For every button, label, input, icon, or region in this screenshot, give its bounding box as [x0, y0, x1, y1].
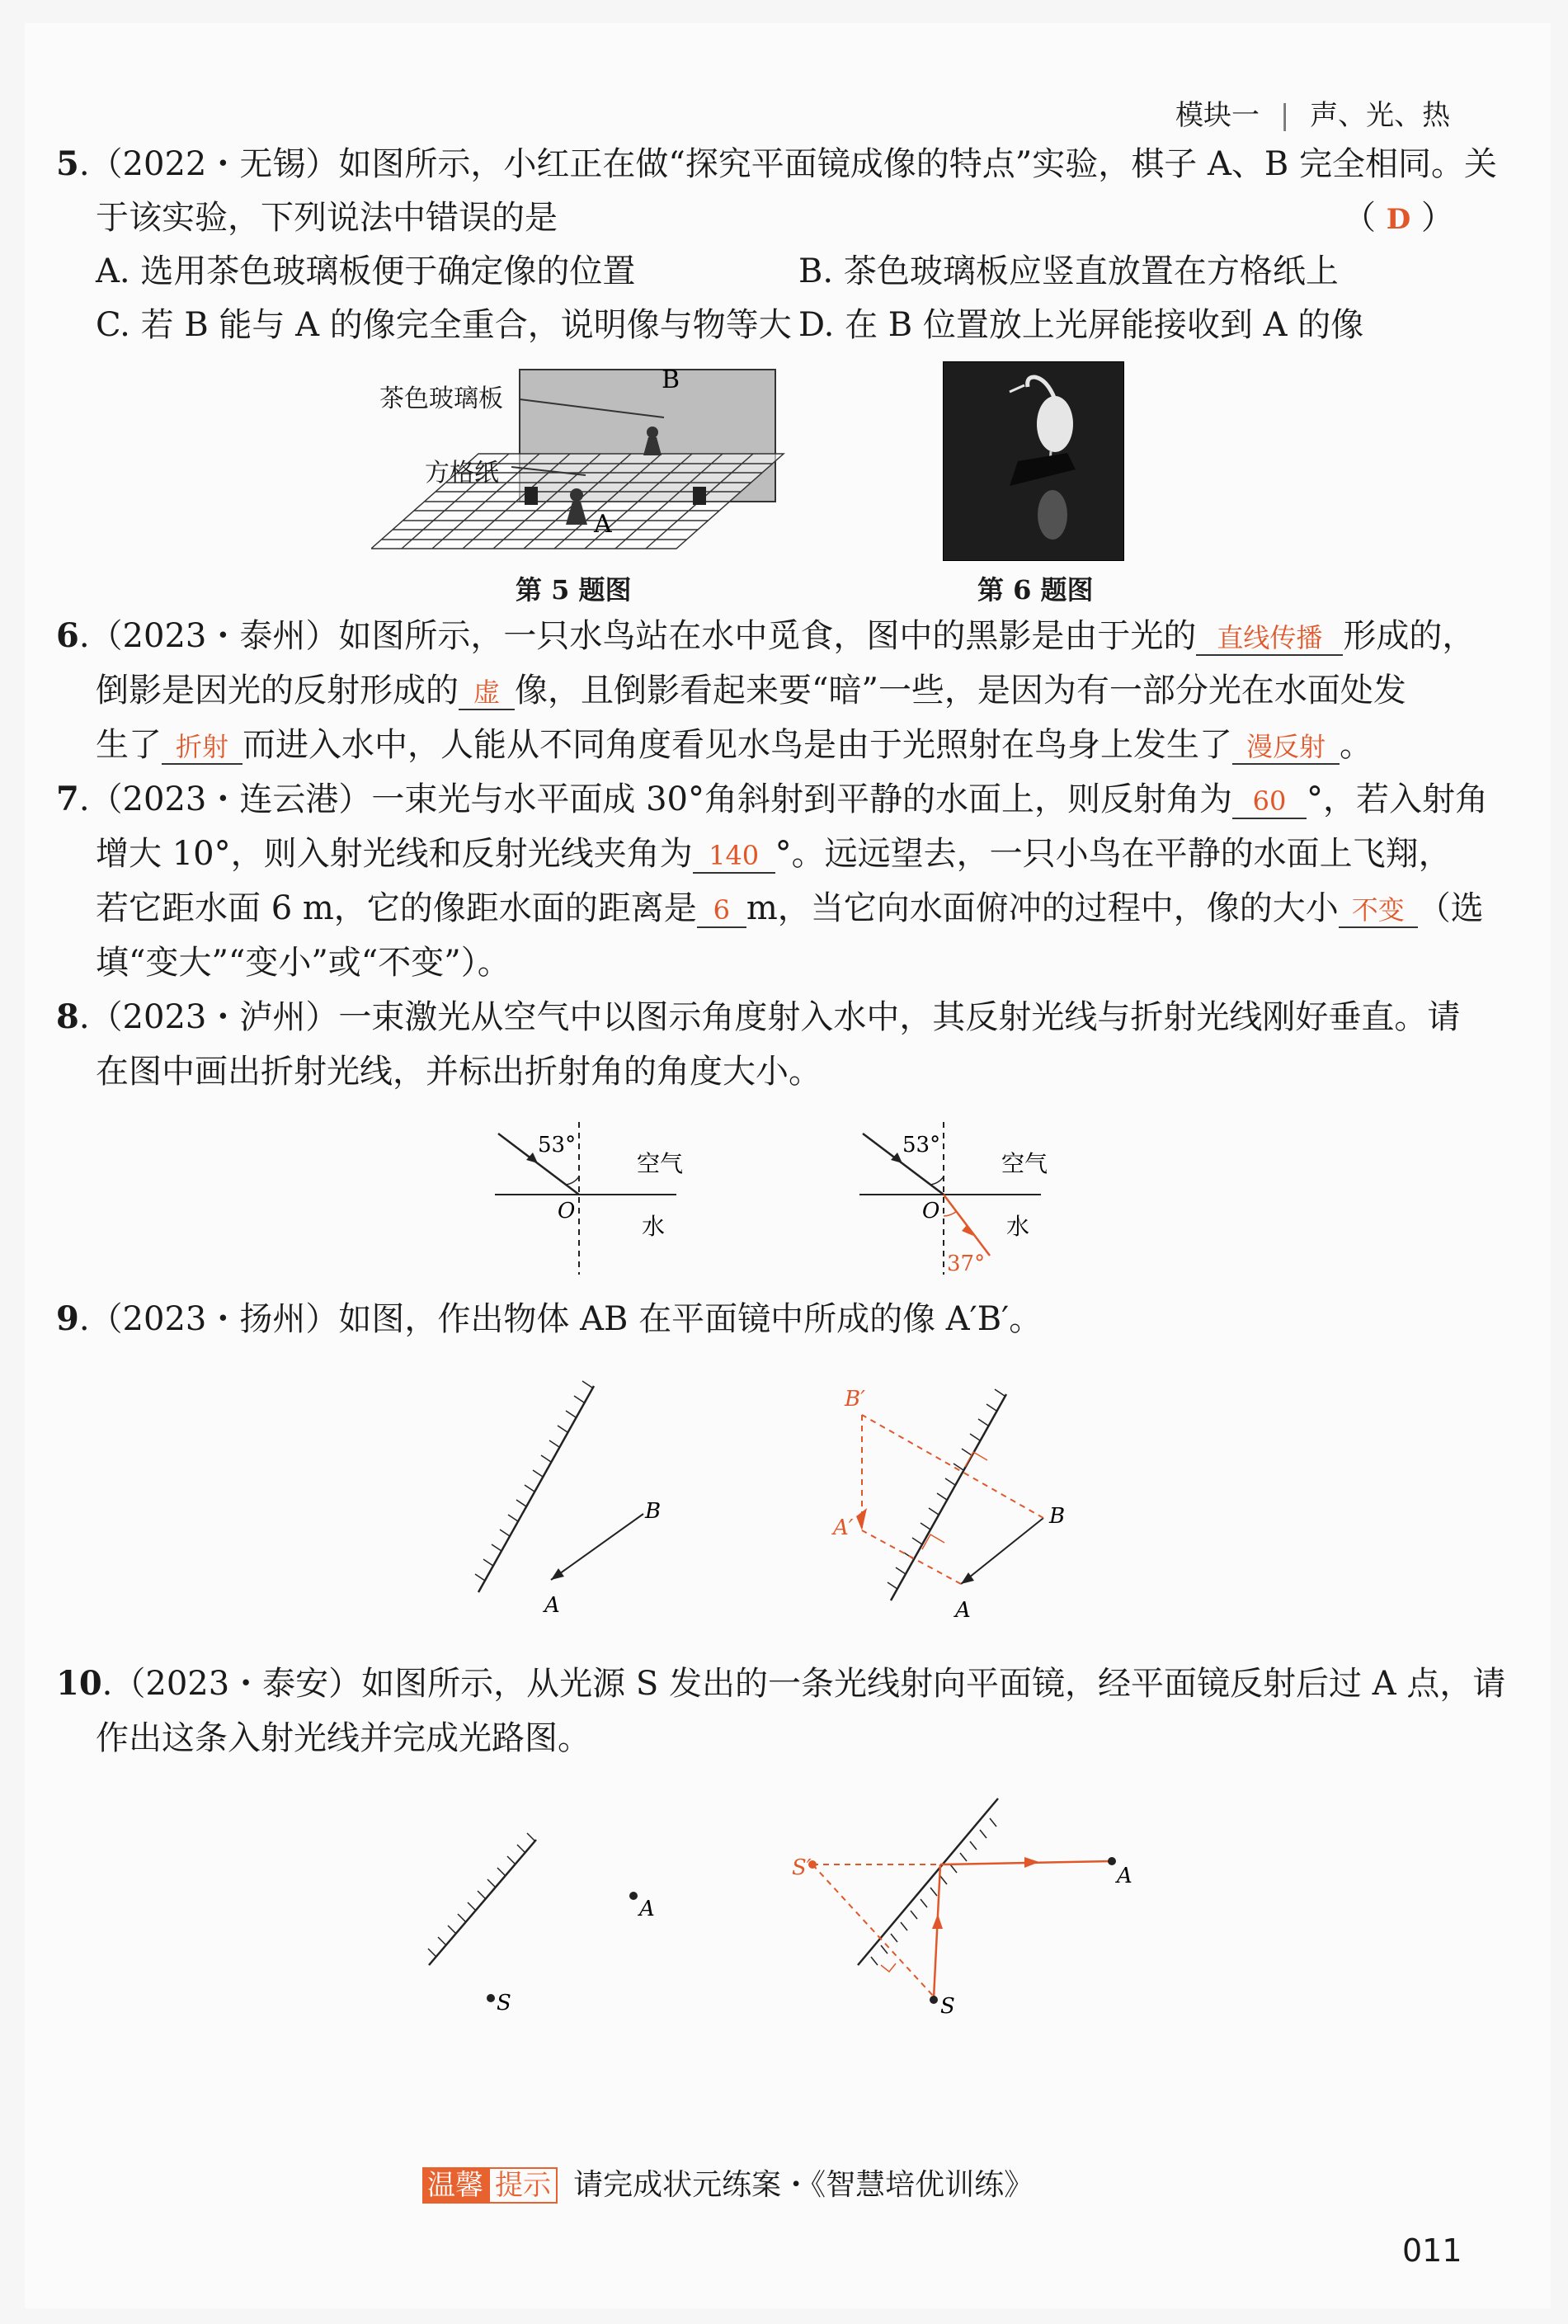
- q7-text-1a: .（2023・连云港）一束光与水平面成 30°角斜射到平静的水面上，则反射角为: [78, 780, 1232, 818]
- fig10-label-s: S: [497, 1991, 511, 2015]
- arrow-a-icon: [551, 1568, 564, 1580]
- q7-answer-3: 6: [697, 893, 746, 928]
- fig9-label-a: A: [544, 1593, 560, 1618]
- fig5-leader-glass: [520, 393, 668, 426]
- q8-number: 8: [56, 997, 79, 1036]
- incident-ray-10: [934, 1864, 940, 1998]
- q6-text-2b: 像，且倒影看起来要“暗”一些，是因为有一部分光在水面处发: [515, 672, 1406, 709]
- fig10-answer-label-s: S: [940, 1994, 955, 2019]
- fig10-answer-label-a: A: [1117, 1864, 1132, 1888]
- figure-9-answer: [825, 1369, 1097, 1633]
- mirror-hatching-10-answer: [871, 1818, 996, 1965]
- q6-text-3a: 生了: [96, 726, 162, 764]
- fig8-refraction-angle: 37°: [947, 1252, 986, 1276]
- fig5-label-glass: 茶色玻璃板: [379, 384, 503, 413]
- object-ab-answer: [961, 1518, 1043, 1584]
- mirror-hatching-answer: [888, 1389, 1005, 1589]
- fig8-answer-air-label: 空气: [1001, 1150, 1048, 1177]
- figure-6-caption: 第 6 题图: [977, 574, 1094, 606]
- construction-lines: [862, 1415, 1043, 1584]
- q8-line2: 在图中画出折射光线，并标出折射角的角度大小。: [96, 1053, 822, 1091]
- q9-number: 9: [56, 1299, 79, 1338]
- q5-answer: D: [1386, 203, 1411, 236]
- q7-text-1b: °，若入射角: [1306, 780, 1488, 818]
- q7-text-3a: 若它距水面 6 m，它的像距水面的距离是: [96, 889, 697, 927]
- q6-line2: [96, 665, 1406, 716]
- q5-answer-box: （ D ）: [1343, 199, 1454, 237]
- q7-answer-1: 60: [1232, 785, 1307, 819]
- angle-arc: [565, 1176, 579, 1185]
- fig9-answer-label-a: A: [955, 1598, 971, 1623]
- q7-line2: [96, 828, 1452, 879]
- fig9-answer-label-b: B: [1049, 1504, 1066, 1529]
- q7-text-3b: m，当它向水面俯冲的过程中，像的大小: [746, 889, 1339, 927]
- fig10-label-s-prime: S′: [792, 1855, 812, 1880]
- figure-9-question: [470, 1369, 685, 1633]
- q9-text-1: .（2023・扬州）如图，作出物体 AB 在平面镜中所成的像 A′B′。: [78, 1300, 1043, 1338]
- fig9-label-a-prime: A′: [833, 1516, 854, 1540]
- figure-10-answer: [792, 1782, 1155, 2029]
- mirror-line-10: [429, 1840, 536, 1965]
- header-module: 模块一: [1175, 99, 1260, 132]
- q5-stem-1: .（2022・无锡）如图所示，小红正在做“探究平面镜成像的特点”实验，棋子 A、B 完全相同。关: [78, 145, 1497, 183]
- fig8-answer-o-label: O: [922, 1199, 940, 1223]
- fig8-water-label: 水: [642, 1213, 666, 1240]
- figure-8-answer: [851, 1122, 1057, 1279]
- q7-text-2b: °。远远望去，一只小鸟在平静的水面上飞翔，: [775, 835, 1452, 873]
- q6-answer-4: 漫反射: [1232, 730, 1340, 765]
- q9-line1: [56, 1294, 1042, 1345]
- mirror-line-answer: [891, 1394, 1006, 1600]
- q7-line3: [96, 883, 1484, 934]
- q6-answer-2: 虚: [459, 676, 515, 710]
- right-angle-mark-10: [881, 1963, 896, 1972]
- figure-8-question: [487, 1122, 693, 1279]
- point-a-answer: [1108, 1857, 1116, 1865]
- fig10-label-a: A: [639, 1897, 655, 1921]
- q8-text-1: .（2023・泸州）一束激光从空气中以图示角度射入水中，其反射光线与折射光线刚好垂直。请: [78, 998, 1461, 1036]
- q5-stem-2: 于该实验，下列说法中错误的是: [96, 199, 558, 237]
- q10-text-1: .（2023・泰安）如图所示，从光源 S 发出的一条光线射向平面镜，经平面镜反射后过 A 点，请: [101, 1665, 1506, 1703]
- angle-arc-answer: [930, 1176, 944, 1185]
- incident-arrow-icon: [526, 1153, 538, 1163]
- q5-option-d: D. 在 B 位置放上光屏能接收到 A 的像: [798, 306, 1364, 344]
- refraction-angle-arc: [944, 1211, 957, 1216]
- glass-stand-right: [693, 487, 706, 505]
- q6-line3: [96, 719, 1373, 771]
- fig8-answer-angle-label: 53°: [902, 1133, 941, 1157]
- q10-line2: 作出这条入射光线并完成光路图。: [96, 1719, 591, 1757]
- q6-line1: [56, 610, 1475, 662]
- q5-line2: [96, 192, 558, 243]
- point-a: [629, 1892, 638, 1900]
- q7-line1: [56, 774, 1488, 825]
- q7-line4: 填“变大”“变小”或“不变”）。: [96, 944, 511, 982]
- fig8-angle-label: 53°: [538, 1133, 577, 1157]
- q10-line1: [56, 1658, 1505, 1709]
- q5-number: 5: [56, 144, 79, 183]
- footer-tag-warm: 温馨: [422, 2167, 488, 2204]
- point-s: [487, 1994, 495, 2002]
- mirror-hatching-10: [428, 1833, 535, 1957]
- footer-tip: [422, 2161, 1034, 2204]
- header-section: 声、光、热: [1310, 99, 1451, 132]
- mirror-line-10-answer: [858, 1798, 998, 1965]
- q7-text-2a: 增大 10°，则入射光线和反射光线夹角为: [96, 835, 693, 873]
- q10-number: 10: [56, 1664, 102, 1703]
- right-angle-mark-b: [965, 1452, 987, 1467]
- q7-answer-2: 140: [693, 839, 775, 874]
- incident-arrow-answer-icon: [891, 1153, 902, 1163]
- figure-10-question: [417, 1807, 680, 2021]
- fig9-label-b-prime: B′: [845, 1387, 866, 1412]
- q7-number: 7: [56, 780, 79, 818]
- q6-text-1b: 形成的，: [1343, 617, 1476, 655]
- q6-text-3c: 。: [1340, 726, 1373, 764]
- fig8-answer-water-label: 水: [1006, 1213, 1030, 1240]
- q7-text-3c: （选: [1417, 889, 1484, 927]
- q5-option-a: A. 选用茶色玻璃板便于确定像的位置: [96, 252, 636, 290]
- figure-6-bird-photo: [943, 361, 1124, 561]
- fig5-leader-paper: [511, 464, 594, 488]
- reflected-arrow-10-icon: [1024, 1857, 1039, 1868]
- footer-tag-tip: 提示: [488, 2167, 558, 2204]
- page-header: [1175, 92, 1450, 133]
- figure-5-caption: 第 5 题图: [516, 574, 632, 606]
- fig5-label-a: A: [594, 510, 612, 539]
- q6-text-2a: 倒影是因光的反射形成的: [96, 672, 459, 709]
- q6-text-3b: 而进入水中，人能从不同角度看见水鸟是由于光照射在鸟身上发生了: [242, 726, 1232, 764]
- q6-number: 6: [56, 616, 79, 655]
- q6-text-1a: .（2023・泰州）如图所示，一只水鸟站在水中觅食，图中的黑影是由于光的: [78, 617, 1197, 655]
- object-ab: [551, 1514, 643, 1580]
- header-divider: |: [1279, 99, 1290, 132]
- glass-stand-left: [525, 487, 538, 505]
- fig8-air-label: 空气: [637, 1150, 684, 1177]
- q6-answer-1: 直线传播: [1196, 621, 1343, 656]
- footer-tip-text: 请完成状元练案・《智慧培优训练》: [573, 2168, 1034, 2202]
- fig9-label-b: B: [645, 1499, 662, 1524]
- q8-line1: [56, 992, 1460, 1043]
- page-number: 011: [1402, 2232, 1462, 2269]
- bird-photo-icon: [944, 362, 1123, 560]
- q5-option-b: B. 茶色玻璃板应竖直放置在方格纸上: [798, 252, 1339, 290]
- incident-arrow-10-icon: [932, 1914, 943, 1929]
- fig8-o-label: O: [558, 1199, 576, 1223]
- q7-answer-4: 不变: [1339, 893, 1418, 928]
- q5-option-c: C. 若 B 能与 A 的像完全重合，说明像与物等大: [96, 306, 792, 344]
- fig5-label-paper: 方格纸: [425, 459, 499, 488]
- q6-answer-3: 折射: [162, 730, 242, 765]
- q5-line1: [56, 139, 1497, 190]
- point-s-answer: [930, 1996, 938, 2004]
- fig5-label-b: B: [662, 365, 680, 394]
- construction-lines-10: [812, 1864, 940, 1996]
- mirror-hatching: [475, 1381, 592, 1581]
